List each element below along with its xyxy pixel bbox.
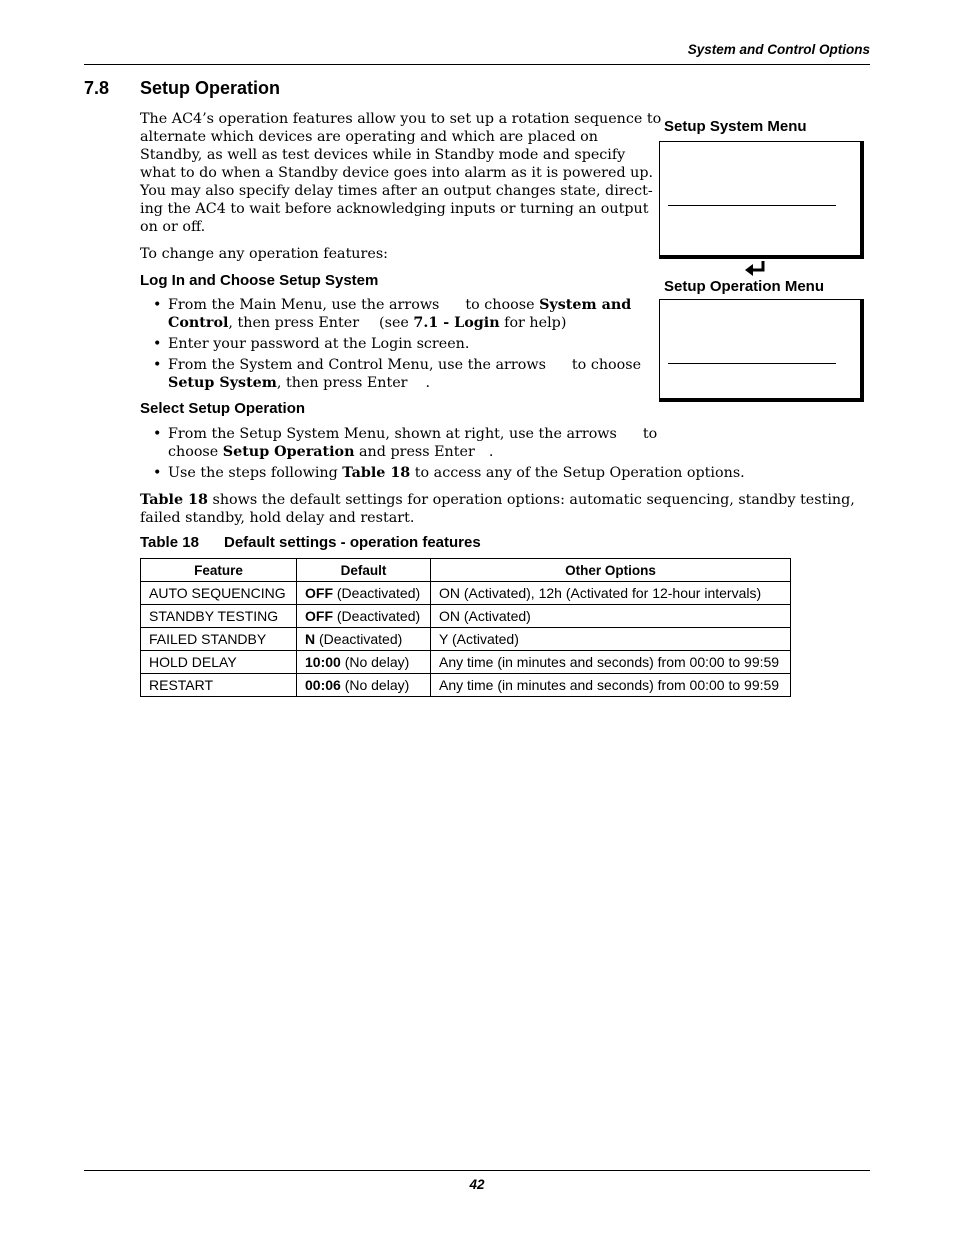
running-header-title: System and Control Options (687, 42, 870, 57)
column-header-default: Default (297, 559, 431, 582)
display-divider (668, 363, 836, 364)
default-note: (No delay) (340, 677, 410, 693)
default-value: 00:06 (305, 677, 341, 693)
bullet-icon: • (153, 336, 162, 352)
table-ref: Table 18 (140, 492, 208, 508)
display-divider (668, 205, 836, 206)
table-row (141, 582, 791, 605)
bullet-icon: • (153, 465, 162, 481)
default-value: OFF (305, 608, 333, 624)
section-heading (84, 78, 280, 99)
default-value: N (305, 631, 316, 647)
step-text: From the Setup System Menu, shown at right, use the arrows (168, 426, 617, 442)
step-text: , then press Enter (228, 315, 360, 331)
bullet-icon: • (153, 297, 162, 313)
default-value: 10:00 (305, 654, 341, 670)
intro-line: Standby, as well as test devices while in Standby mode and specify (140, 147, 626, 163)
intro-line: what to do when a Standby device goes into alarm as it is powered up. (140, 165, 654, 181)
table-reference-paragraph (140, 491, 860, 527)
intro-line: on or off. (140, 219, 206, 235)
step-text: . (488, 444, 494, 460)
enter-arrow-icon (744, 260, 768, 278)
default-cell (297, 628, 431, 651)
step-text: to choose (465, 297, 540, 313)
default-note: (Deactivated) (333, 585, 421, 601)
feature-cell: FAILED STANDBY (141, 628, 297, 651)
other-options-cell: ON (Activated) (431, 605, 791, 628)
table-ref: Table 18 (342, 465, 411, 481)
setup-system-menu-display (659, 141, 864, 259)
intro-paragraph (140, 110, 662, 236)
table-caption-title: Default settings - operation features (224, 534, 481, 551)
change-instruction: To change any operation features: (140, 246, 388, 262)
list-item (140, 425, 840, 461)
step-text: , then press Enter (276, 375, 408, 391)
running-header (84, 42, 870, 65)
other-options-cell: ON (Activated), 12h (Activated for 12-hour intervals) (431, 582, 791, 605)
other-options-cell: Any time (in minutes and seconds) from 00:00 to 99:59 (431, 651, 791, 674)
login-subheading: Log In and Choose Setup System (140, 272, 379, 289)
section-title: Setup Operation (140, 78, 281, 98)
section-number: 7.8 (84, 78, 110, 98)
step-text: Use the steps following (168, 465, 343, 481)
section-ref: 7.1 - Login (413, 315, 500, 331)
table-row (141, 674, 791, 697)
menu-item-ref: Setup Operation (222, 444, 355, 460)
feature-cell: HOLD DELAY (141, 651, 297, 674)
column-header-feature: Feature (141, 559, 297, 582)
step-text: to choose (571, 357, 642, 373)
select-step-list (140, 425, 840, 485)
paragraph-text: failed standby, hold delay and restart. (140, 510, 415, 526)
list-item (140, 464, 840, 482)
paragraph-text: shows the default settings for operation options: automatic sequencing, standby testing, (207, 492, 855, 508)
other-options-cell: Y (Activated) (431, 628, 791, 651)
step-text: From the System and Control Menu, use the arrows (168, 357, 546, 373)
select-subheading: Select Setup Operation (140, 400, 306, 417)
default-cell (297, 605, 431, 628)
default-value: OFF (305, 585, 333, 601)
bullet-icon: • (153, 357, 162, 373)
step-text: to (642, 426, 658, 442)
table-row (141, 628, 791, 651)
default-settings-table (140, 558, 791, 697)
table-row (141, 605, 791, 628)
table-row (141, 651, 791, 674)
step-text: choose (168, 444, 223, 460)
setup-operation-menu-display (659, 299, 864, 402)
default-cell (297, 674, 431, 697)
step-text: and press Enter (354, 444, 475, 460)
menu-item-ref: Setup System (168, 375, 277, 391)
running-footer (84, 1170, 870, 1192)
table-header-row (141, 559, 791, 582)
setup-system-menu-title: Setup System Menu (664, 118, 807, 135)
menu-item-ref: Control (168, 315, 229, 331)
intro-line: The AC4’s operation features allow you to set up a rotation sequence to (140, 111, 662, 127)
feature-cell: RESTART (141, 674, 297, 697)
default-note: (Deactivated) (315, 631, 403, 647)
bullet-icon: • (153, 426, 162, 442)
column-header-other-options: Other Options (431, 559, 791, 582)
menu-item-ref: System and (539, 297, 632, 313)
intro-line: You may also specify delay times after an output changes state, direct- (140, 183, 653, 199)
table-caption (140, 534, 481, 551)
step-text: Enter your password at the Login screen. (168, 336, 470, 352)
default-cell (297, 651, 431, 674)
intro-line: alternate which devices are operating and which are placed on (140, 129, 598, 145)
intro-line: ing the AC4 to wait before acknowledging inputs or turning an output (140, 201, 649, 217)
table-caption-number: Table 18 (140, 534, 199, 551)
default-note: (No delay) (340, 654, 410, 670)
feature-cell: STANDBY TESTING (141, 605, 297, 628)
step-text: From the Main Menu, use the arrows (168, 297, 440, 313)
feature-cell: AUTO SEQUENCING (141, 582, 297, 605)
setup-operation-menu-title: Setup Operation Menu (664, 278, 825, 295)
other-options-cell: Any time (in minutes and seconds) from 00:00 to 99:59 (431, 674, 791, 697)
step-text: to access any of the Setup Operation options. (410, 465, 745, 481)
step-text: (see (379, 315, 414, 331)
step-text: for help) (499, 315, 567, 331)
step-text: . (425, 375, 431, 391)
default-note: (Deactivated) (333, 608, 421, 624)
page-number: 42 (469, 1177, 485, 1192)
default-cell (297, 582, 431, 605)
